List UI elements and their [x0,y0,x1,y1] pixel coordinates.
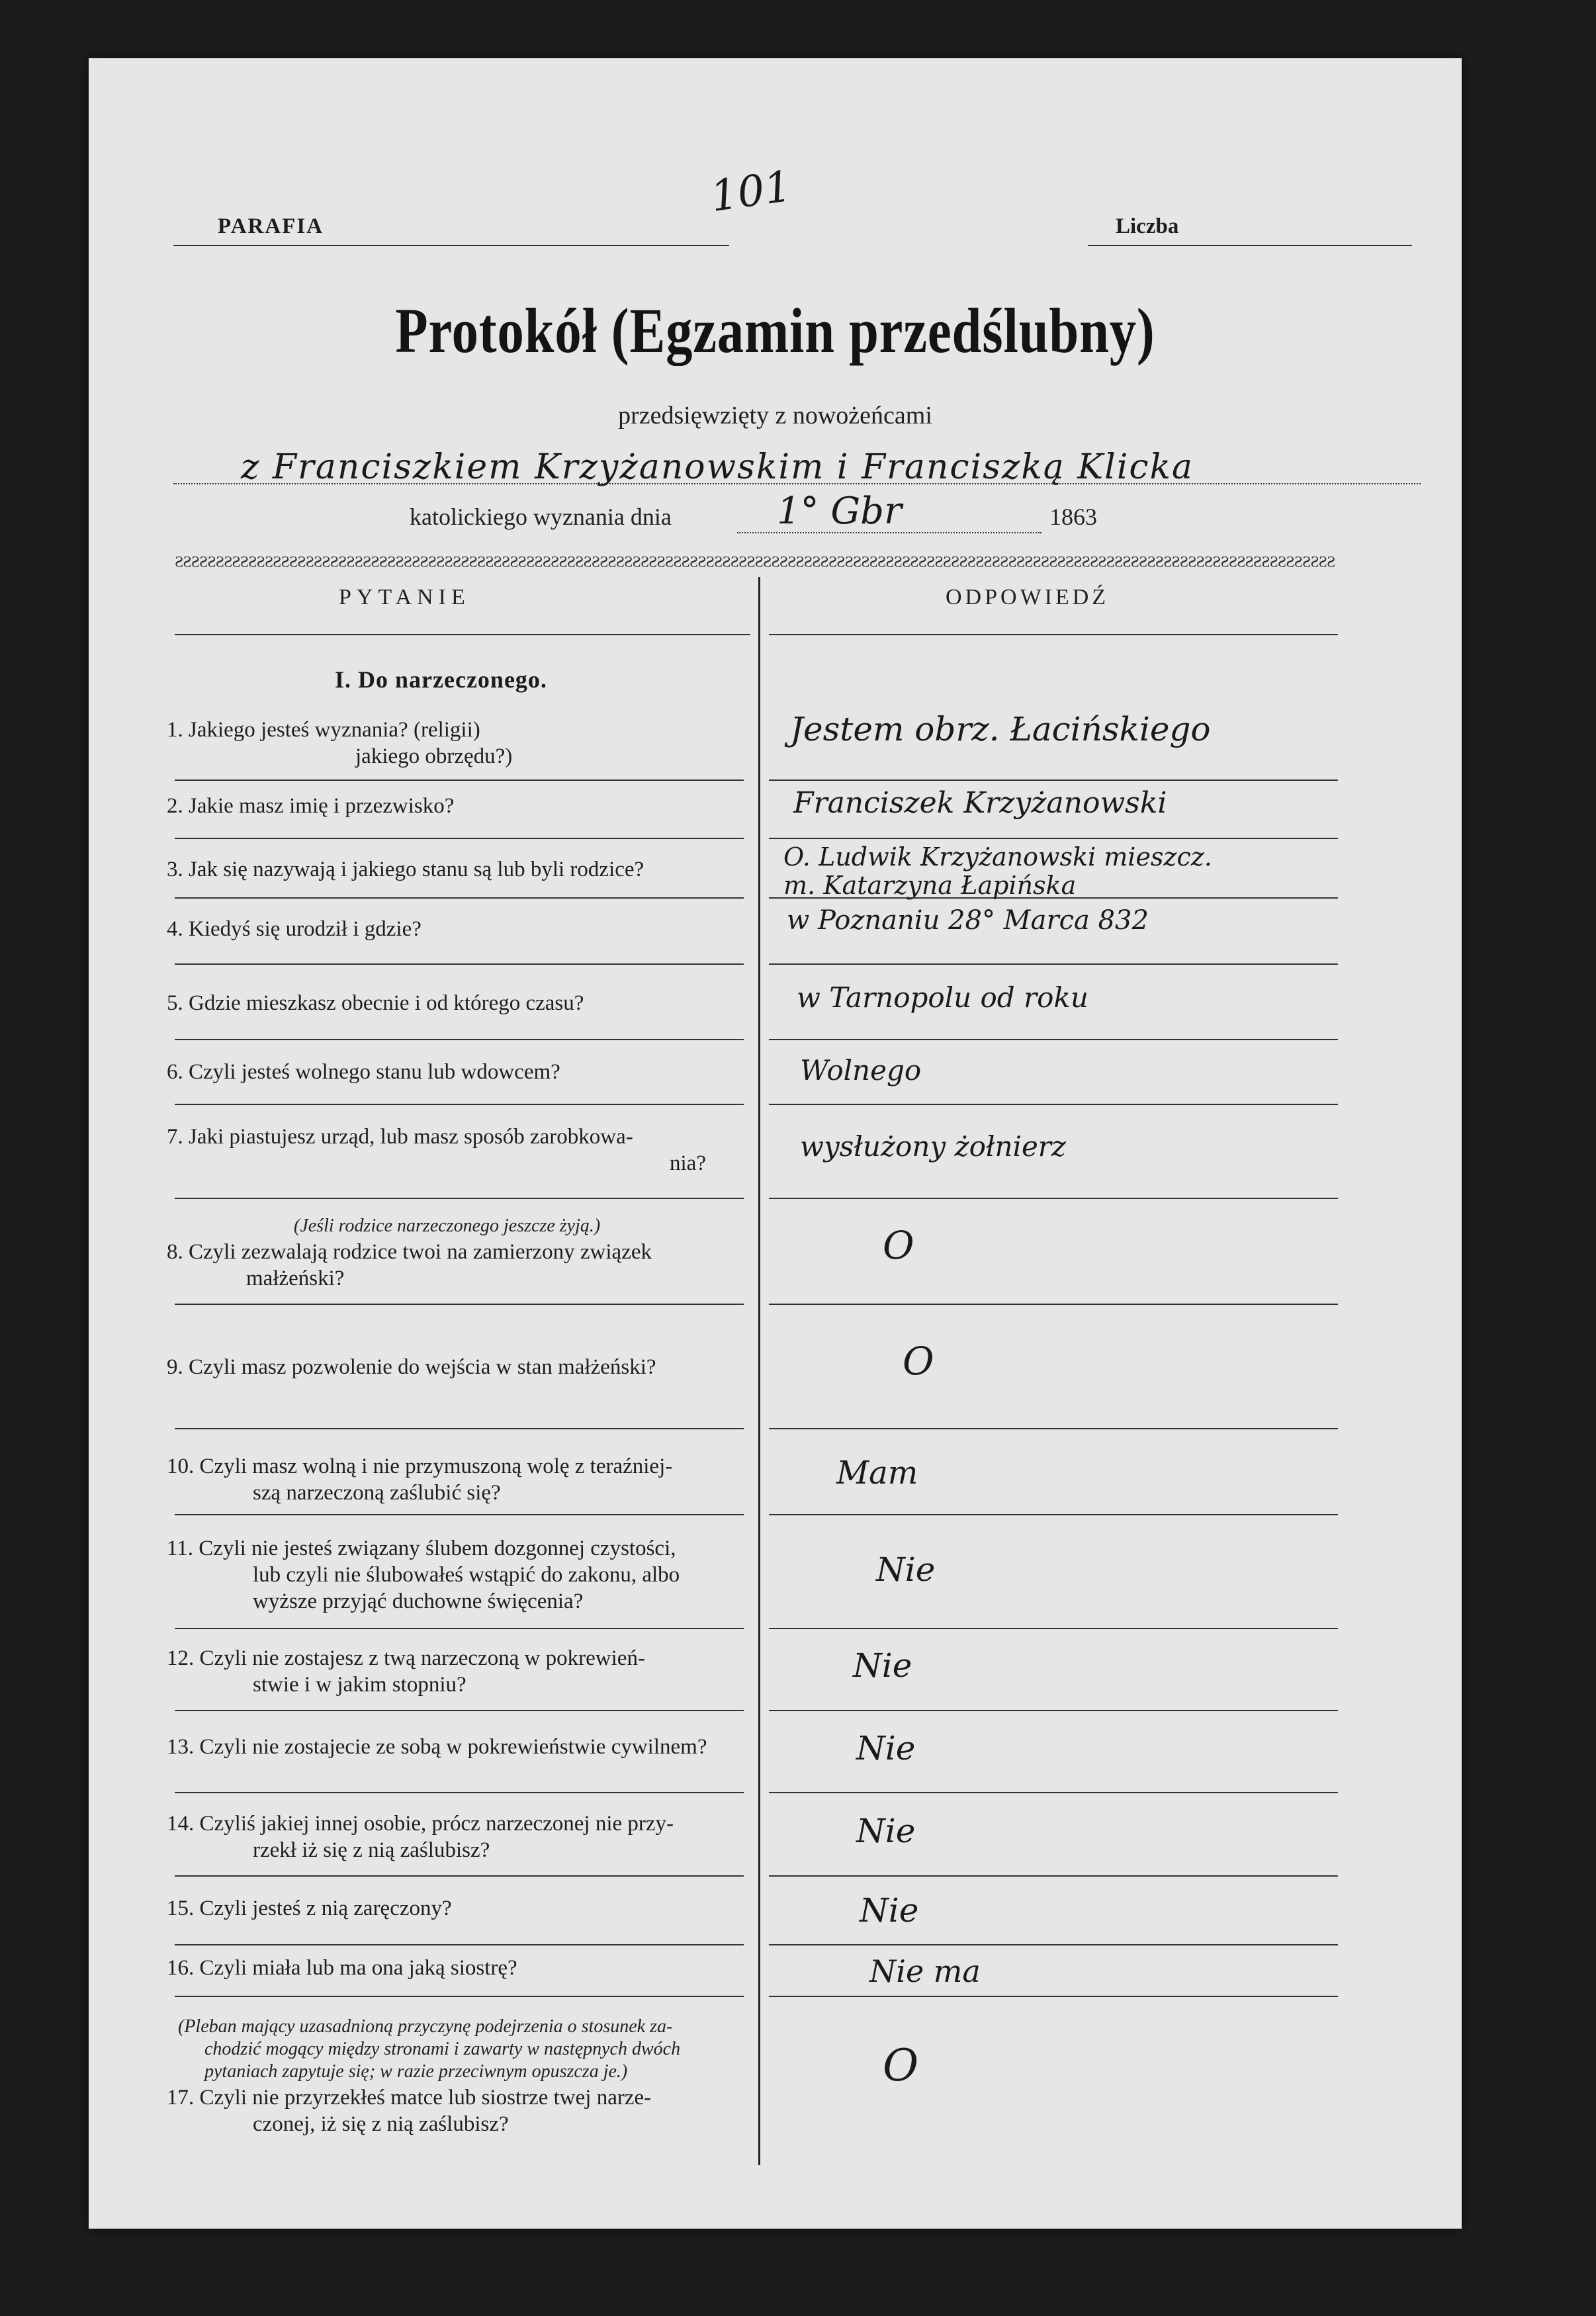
row-rule [769,1628,1338,1629]
question-text: Czyli nie jesteś związany ślubem dozgonnej czystości, [199,1537,676,1560]
question-number: 6. [167,1060,183,1084]
question-number: 5. [167,991,183,1015]
question-text-cont: jakiego obrzędu?) [355,744,513,768]
row-rule [175,1710,744,1711]
column-divider [758,577,760,2165]
document-sheet [89,58,1462,2229]
question-number: 12. [167,1646,195,1670]
question-number: 11. [167,1537,194,1560]
question-11 [167,1535,746,1615]
row-rule [175,1792,744,1793]
row-rule [175,1104,744,1105]
question-15 [167,1895,746,1922]
row-rule [769,1710,1338,1711]
row-rule [769,963,1338,965]
question-text: Jakiego jesteś wyznania? (religii) [189,718,480,742]
question-text: Czyli masz pozwolenie do wejścia w stan małżeński? [189,1355,656,1379]
question-8-note: (Jeśli rodzice narzeczonego jeszcze żyją.) [294,1216,601,1236]
question-number: 15. [167,1896,195,1920]
row-rule [175,779,744,781]
row-rule [769,1996,1338,1997]
question-number: 9. [167,1355,183,1379]
question-number: 7. [167,1125,183,1149]
row-rule [769,1944,1338,1945]
question-text: Czyli miała lub ma ona jaką siostrę? [199,1956,517,1980]
answer-16: Nie ma [869,1953,981,1989]
answer-4: w Poznaniu 28° Marca 832 [787,905,1149,936]
question-text: Jak się nazywają i jakiego stanu są lub byli rodzice? [189,858,644,881]
question-number: 8. [167,1240,183,1264]
question-8 [167,1239,746,1292]
question-number: 4. [167,917,183,941]
question-text-cont: rzekł iż się z nią zaślubisz? [253,1838,490,1862]
question-text-cont: szą narzeczoną zaślubić się? [253,1481,501,1505]
question-text-cont: wyższe przyjąć duchowne święcenia? [253,1589,584,1613]
pleban-note-line: chodzić mogący między stronami i zawarty w następnych dwóch [204,2039,681,2059]
row-rule [769,1428,1338,1429]
question-number: 2. [167,794,183,818]
row-rule [175,897,744,899]
header-rule-left [175,634,750,635]
row-rule [175,1514,744,1515]
document-title: Protokół (Egzamin przedślubny) [395,295,1155,366]
answer-9: O [903,1339,934,1384]
question-4 [167,916,746,942]
row-rule [769,779,1338,781]
row-rule [769,1039,1338,1040]
handwritten-number: 101 [707,161,795,222]
answer-2: Franciszek Krzyżanowski [793,786,1167,820]
answer-3a: O. Ludwik Krzyżanowski mieszcz. [783,842,1212,871]
question-2 [167,793,746,819]
pleban-note [178,2016,757,2083]
pleban-note-line: pytaniach zapytuje się; w razie przeciwnym opuszcza je.) [204,2061,628,2082]
column-header-question: PYTANIE [339,585,470,609]
row-rule [769,1198,1338,1199]
question-text: Czyli jesteś z nią zaręczony? [199,1896,452,1920]
answer-11: Nie [876,1550,936,1589]
parafia-line [173,245,729,246]
subtitle: przedsięwzięty z nowożeńcami [618,402,932,429]
question-text: Czyli zezwalają rodzice twoi na zamierzony związek [189,1240,652,1264]
couple-line [173,483,1421,484]
answer-6: Wolnego [800,1054,922,1087]
question-6 [167,1059,746,1085]
row-rule [769,1104,1338,1105]
question-text-cont: stwie i w jakim stopniu? [253,1673,466,1697]
row-rule [175,1304,744,1305]
couple-names-handwritten: z Franciszkiem Krzyżanowskim i Franciszką Klicka [241,447,1194,487]
pleban-note-line: (Pleban mający uzasadnioną przyczynę podejrzenia o stosunek za- [178,2016,673,2037]
liczba-label: Liczba [1116,214,1179,238]
row-rule [175,1198,744,1199]
question-3 [167,856,746,883]
question-text-cont: małżeński? [246,1267,345,1290]
row-rule [769,1792,1338,1793]
question-12 [167,1645,746,1698]
row-rule [769,1514,1338,1515]
question-text: Gdzie mieszkasz obecnie i od którego czasu? [189,991,584,1015]
answer-13: Nie [856,1729,916,1767]
date-line [737,532,1042,533]
row-rule [769,838,1338,839]
question-text-cont: lub czyli nie ślubowałeś wstąpić do zakonu, albo [253,1563,680,1587]
question-text-cont: czonej, iż się z nią zaślubisz? [253,2112,509,2136]
question-text: Jaki piastujesz urząd, lub masz sposób zarobkowa- [189,1125,633,1149]
row-rule [769,897,1338,899]
row-rule [769,1875,1338,1877]
question-number: 14. [167,1812,195,1836]
question-number: 17. [167,2086,195,2110]
row-rule [175,1039,744,1040]
row-rule [175,1996,744,1997]
answer-1: Jestem obrz. Łacińskiego [790,710,1211,748]
year: 1863 [1049,504,1097,530]
question-13 [167,1734,746,1760]
answer-12: Nie [853,1646,912,1685]
answer-7: wysłużony żołnierz [800,1130,1067,1163]
question-7 [167,1124,746,1177]
question-number: 10. [167,1454,195,1478]
row-rule [175,1628,744,1629]
question-9 [167,1354,746,1380]
question-text: Czyli nie przyrzekłeś matce lub siostrze twej narze- [199,2086,652,2110]
row-rule [175,1875,744,1877]
question-17 [167,2084,746,2137]
row-rule [175,1944,744,1945]
question-text: Kiedyś się urodził i gdzie? [189,917,421,941]
question-text: Jakie masz imię i przezwisko? [189,794,455,818]
question-text: Czyli nie zostajesz z twą narzeczoną w pokrewień- [199,1646,645,1670]
row-rule [769,1304,1338,1305]
question-text: Czyli nie zostajecie ze sobą w pokrewieństwie cywilnem? [199,1735,707,1759]
ornamental-border: ƧƧƧƧƧƧƧƧƧƧƧƧƧƧƧƧƧƧƧƧƧƧƧƧƧƧƧƧƧƧƧƧƧƧƧƧƧƧƧƧƧƧƧƧƧƧƧƧƧƧƧƧƧƧƧƧƧƧƧƧƧƧƧƧƧƧƧƧƧƧƧƧƧƧƧƧƧƧƧƧƧƧƧƧƧƧƧƧƧƧƧƧƧƧƧƧƧƧƧƧƧƧƧƧƧƧƧƧƧƧƧƧƧƧƧƧƧƧƧƧƧƧƧƧƧƧƧƧƧƧƧƧƧƧƧƧƧƧƧƧƧƧ [175,556,1335,569]
date-label: katolickiego wyznania dnia [410,504,672,530]
answer-17: O [883,2040,919,2091]
question-16 [167,1955,746,1981]
question-text: Czyli jesteś wolnego stanu lub wdowcem? [189,1060,560,1084]
question-5 [167,990,746,1016]
parafia-label: PARAFIA [218,214,324,238]
answer-10: Mam [836,1454,918,1492]
section-title: I. Do narzeczonego. [335,666,547,693]
question-1 [167,717,746,770]
question-14 [167,1810,746,1863]
header-rule-right [769,634,1338,635]
row-rule [175,963,744,965]
answer-8: O [883,1223,914,1268]
row-rule [175,838,744,839]
question-text: Czyli masz wolną i nie przymuszoną wolę z teraźniej- [199,1454,673,1478]
question-number: 13. [167,1735,195,1759]
question-number: 1. [167,718,183,742]
question-number: 3. [167,858,183,881]
question-10 [167,1453,746,1506]
answer-3b: m. Katarzyna Łapińska [783,871,1077,900]
question-text: Czyliś jakiej innej osobie, prócz narzeczonej nie przy- [199,1812,674,1836]
answer-14: Nie [856,1812,916,1850]
answer-15: Nie [860,1891,919,1930]
question-text-cont: nia? [670,1151,706,1175]
column-header-answer: ODPOWIEDŹ [946,585,1110,609]
date-handwritten: 1° Gbr [777,490,902,533]
question-number: 16. [167,1956,195,1980]
answer-5: w Tarnopolu od roku [797,981,1088,1014]
liczba-line [1088,245,1412,246]
row-rule [175,1428,744,1429]
